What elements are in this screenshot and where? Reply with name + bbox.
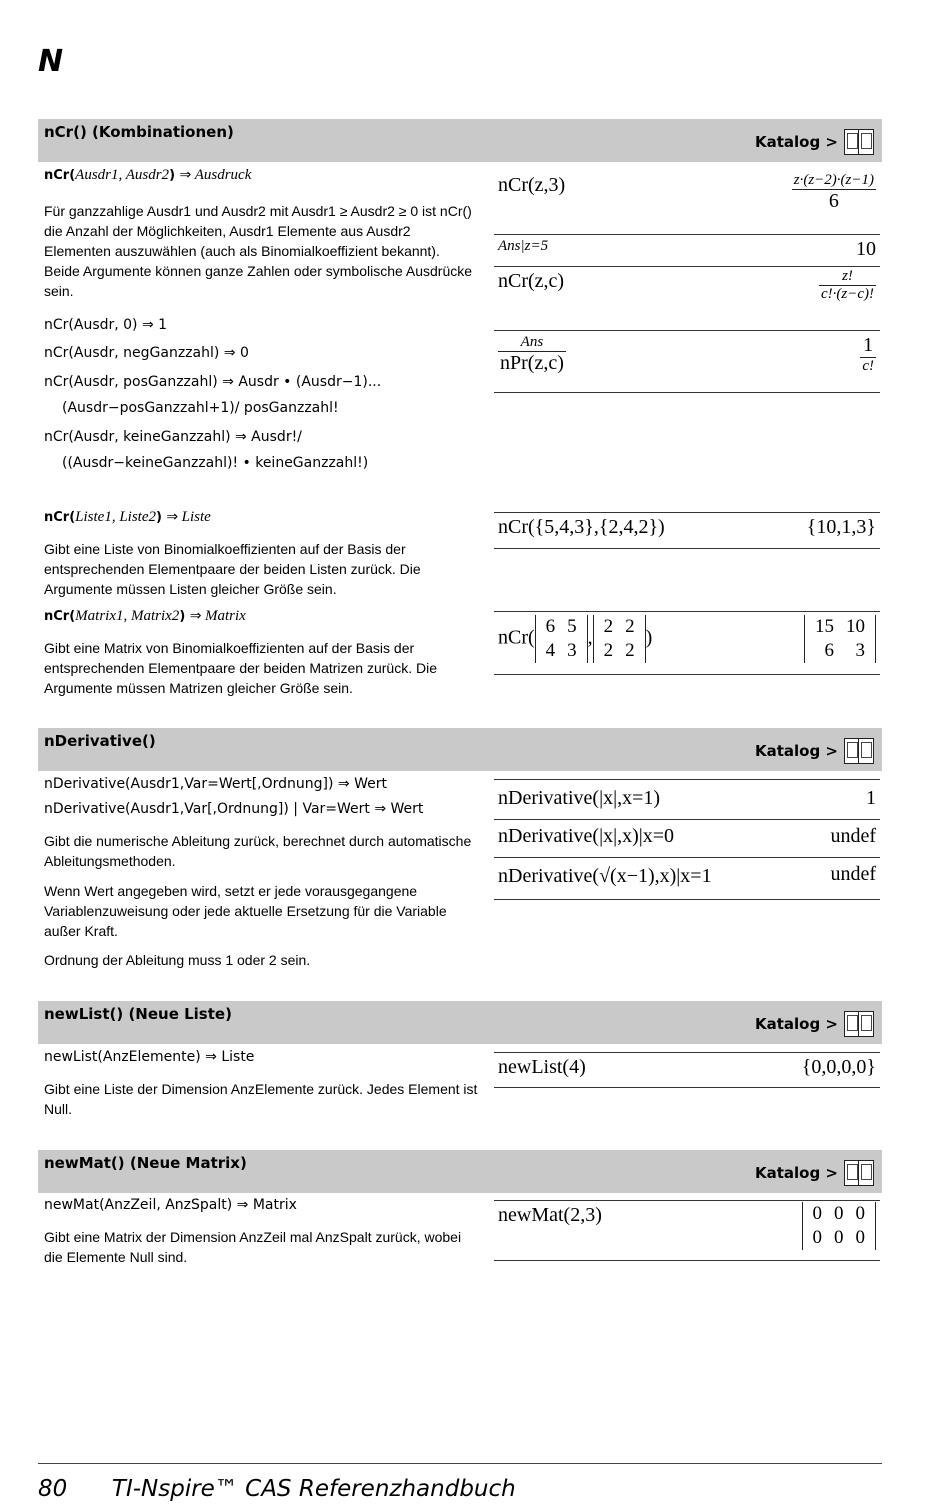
matrix-cell: 10 (846, 616, 865, 637)
nderivative-description-1: Gibt die numerische Ableitung zurück, berechnet durch automatische Ableitungsmethoden. (44, 833, 472, 869)
example-row: nDerivative(√(x−1),x)|x=1 undef (494, 857, 880, 900)
nderivative-signature-1: nDerivative(Ausdr1,Var=Wert[,Ordnung]) ⇒ Wert (44, 776, 387, 792)
section-header-ncr (38, 119, 882, 162)
newlist-signature: newList(AnzElemente) ⇒ Liste (44, 1049, 255, 1065)
matrix-cell: 3 (855, 640, 865, 661)
ncr-rule-1: nCr(Ausdr, 0) ⇒ 1 (44, 317, 168, 333)
section-title-newlist: newList() (Neue Liste) (44, 1005, 232, 1023)
example-row: nCr( 6 5 4 3 , 2 2 2 2 ) 15 10 6 3 (494, 611, 880, 675)
section-title-newmat: newMat() (Neue Matrix) (44, 1154, 247, 1172)
nderivative-examples (494, 779, 880, 903)
catalog-link-ncr[interactable] (755, 129, 874, 155)
matrix-cell: 0 (834, 1203, 844, 1224)
ncr-rule-4b: ((Ausdr−keineGanzzahl)! • keineGanzzahl!) (62, 455, 369, 471)
catalog-book-icon (844, 129, 874, 155)
catalog-link-nderivative[interactable]: Katalog > (755, 738, 874, 764)
matrix-cell: 5 (567, 616, 577, 637)
catalog-link-newmat[interactable]: Katalog > (755, 1160, 874, 1186)
ncr-description-3: Gibt eine Matrix von Binomialkoeffizienten auf der Basis der entsprechenden Elementpaare der beiden Matrizen zurück. Die Argumente müssen Matrizen gleicher Größe sein. (44, 640, 438, 696)
ncr-signature-3: nCr(Matrix1, Matrix2) ⇒ Matrix (44, 608, 246, 624)
matrix-cell: 6 (824, 640, 834, 661)
newlist-examples (494, 1052, 880, 1092)
example-row: nCr({5,4,3},{2,4,2}) {10,1,3} (494, 512, 880, 549)
newmat-signature: newMat(AnzZeil, AnzSpalt) ⇒ Matrix (44, 1197, 297, 1213)
catalog-label: Katalog > (754, 133, 838, 151)
ncr-examples-3 (494, 611, 880, 677)
section-header-newlist (38, 1001, 882, 1044)
newlist-description: Gibt eine Liste der Dimension AnzElemente zurück. Jedes Element ist Null. (44, 1081, 478, 1117)
ncr-description-2: Gibt eine Liste von Binomialkoeffizienten auf der Basis der entsprechenden Elementpaare der beiden Listen zurück. Die Argumente müssen Listen gleicher Größe sein. (44, 541, 421, 597)
matrix-cell: 2 (603, 640, 614, 661)
page-number: 80 (38, 1476, 68, 1502)
matrix-cell: 0 (812, 1203, 822, 1224)
matrix-cell: 2 (625, 640, 635, 661)
matrix-cell: 0 (855, 1203, 865, 1224)
ncr-signature-2: nCr(Liste1, Liste2) ⇒ Liste (44, 509, 211, 525)
page-letter: N (38, 44, 64, 79)
ncr-signature-1: nCr(Ausdr1, Ausdr2) ⇒ Ausdruck (44, 167, 252, 183)
matrix-cell: 4 (545, 640, 556, 661)
nderivative-description-2: Wenn Wert angegeben wird, setzt er jede vorausgegangene Variablenzuweisung oder jede aktuelle Ersetzung für die Variable außer Kraft. (44, 883, 447, 939)
matrix-cell: 2 (603, 616, 614, 637)
example-row: Ans|z=5 10 (494, 234, 880, 267)
example-row: newMat(2,3) 0 0 0 0 0 0 (494, 1200, 880, 1261)
book-title: TI-Nspire™ CAS Referenzhandbuch (111, 1476, 516, 1502)
catalog-book-icon (844, 1160, 874, 1186)
matrix-cell: 3 (567, 640, 577, 661)
nderivative-description-3: Ordnung der Ableitung muss 1 oder 2 sein. (44, 952, 311, 968)
matrix-cell: 2 (625, 616, 635, 637)
ncr-examples-1 (494, 170, 880, 395)
ncr-examples-2 (494, 512, 880, 552)
matrix-cell: 6 (545, 616, 556, 637)
nderivative-signature-2: nDerivative(Ausdr1,Var[,Ordnung]) | Var=Wert ⇒ Wert (44, 801, 424, 817)
matrix-cell: 0 (834, 1227, 844, 1248)
example-row: nDerivative(|x|,x=1) 1 (494, 779, 880, 820)
example-row: nDerivative(|x|,x)|x=0 undef (494, 819, 880, 858)
ncr-rule-4a: nCr(Ausdr, keineGanzzahl) ⇒ Ausdr!/ (44, 429, 302, 445)
matrix-arg-2 (593, 615, 646, 663)
ncr-description-1: Für ganzzahlige Ausdr1 und Ausdr2 mit Ausdr1 ≥ Ausdr2 ≥ 0 ist nCr() die Anzahl der Möglichkeiten, Ausdr1 Elemente aus Ausdr2 Elementen auszuwählen (auch als Binomialkoeffizient bekannt). Beide Argumente können ganze Zahlen oder symbolische Ausdrücke sein. (44, 203, 473, 299)
example-row: nCr(z,3) $\frac{z\cdot(z-2)\cdot(z-1)}{6}$ (494, 170, 880, 235)
newmat-description: Gibt eine Matrix der Dimension AnzZeil mal AnzSpalt zurück, wobei die Elemente Null sind. (44, 1229, 462, 1265)
ncr-rule-2: nCr(Ausdr, negGanzzahl) ⇒ 0 (44, 345, 249, 361)
matrix-cell: 15 (815, 616, 834, 637)
matrix-cell: 0 (812, 1227, 822, 1248)
ncr-rule-3b: (Ausdr−posGanzzahl+1)/ posGanzzahl! (62, 400, 339, 416)
matrix-arg-1 (535, 615, 588, 663)
example-row: nCr(z,c) $\frac{z!}{c!\cdot(z-c)!}$ (494, 266, 880, 331)
example-row: $\frac{\text{Ans}}{\text{nPr(z,c)}}$ $\frac{1}{c!}$ (494, 330, 880, 393)
matrix-cell: 0 (855, 1227, 865, 1248)
footer-rule (38, 1463, 882, 1464)
page-footer (38, 1476, 516, 1502)
ncr-rule-3a: nCr(Ausdr, posGanzzahl) ⇒ Ausdr • (Ausdr−1)... (44, 374, 382, 390)
newmat-examples (494, 1200, 880, 1264)
example-row: newList(4) {0,0,0,0} (494, 1052, 880, 1088)
catalog-book-icon (844, 738, 874, 764)
section-header-newmat (38, 1150, 882, 1193)
section-title-nderivative: nDerivative() (44, 732, 156, 750)
catalog-link-newlist[interactable]: Katalog > (755, 1011, 874, 1037)
section-header-nderivative (38, 728, 882, 771)
catalog-book-icon (844, 1011, 874, 1037)
matrix-result (802, 1202, 877, 1250)
matrix-result (804, 615, 876, 663)
section-title-ncr: nCr() (Kombinationen) (44, 123, 234, 141)
